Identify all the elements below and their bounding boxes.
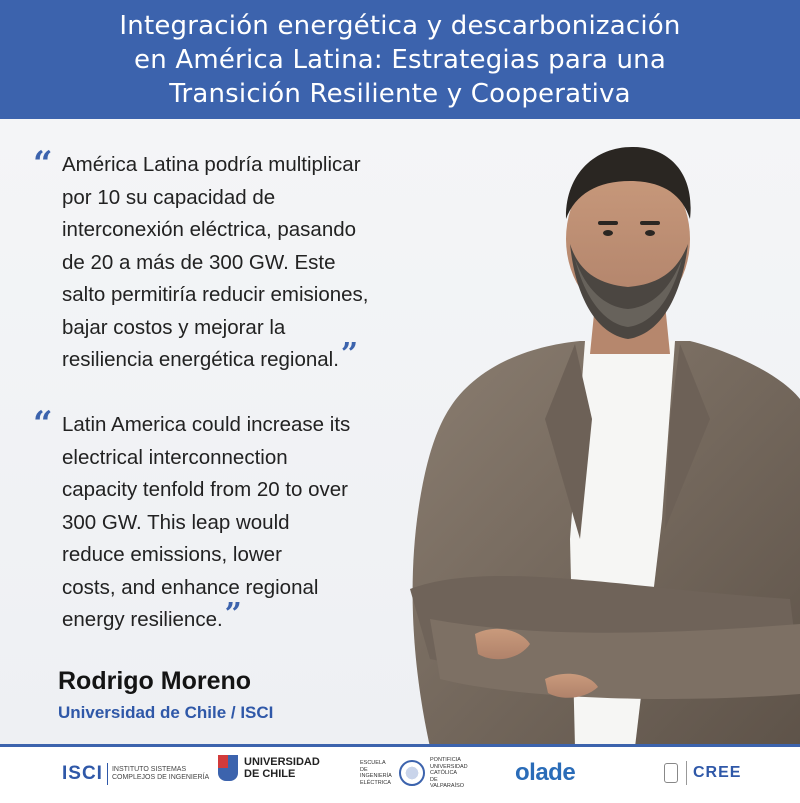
uchile-line-1: UNIVERSIDAD (244, 756, 320, 768)
title-line-3: Transición Resiliente y Cooperativa (169, 78, 631, 109)
pucv-right-text: PONTIFICIA UNIVERSIDAD CATÓLICA DE VALPARAÍSO (430, 757, 468, 789)
quote-line-text: energy resilience. (62, 608, 223, 631)
uchile-logo (218, 755, 324, 781)
speaker-affiliation: Universidad de Chile / ISCI (58, 703, 274, 722)
quote-spanish (33, 144, 423, 377)
quote-line: Latin America could increase its (62, 413, 351, 436)
close-quote-icon: ” (224, 597, 242, 632)
open-quote-icon: “ (33, 404, 53, 444)
quote-line: bajar costos y mejorar la (62, 315, 286, 339)
quote-line: electrical interconnection (62, 445, 288, 469)
title-line-2: en América Latina: Estrategias para una (134, 44, 666, 75)
speaker-name: Rodrigo Moreno (58, 667, 252, 695)
quote-line-text: resiliencia energética regional. (62, 348, 339, 371)
quote-line: América Latina podría multiplicar (62, 153, 361, 176)
pucv-seal-icon (399, 760, 425, 786)
uchile-shield-icon (218, 755, 238, 781)
quote-line: costs, and enhance regional (62, 575, 319, 599)
quote-line: interconexión eléctrica, pasando (62, 218, 357, 241)
quote-line: reduce emissions, lower (62, 543, 282, 566)
quote-line: capacity tenfold from 20 to over (62, 478, 349, 501)
pucv-left-text: ESCUELA DE INGENIERÍA ELÉCTRICA (360, 760, 392, 786)
title-banner (0, 0, 800, 119)
isci-logo-subtitle: INSTITUTO SISTEMAS COMPLEJOS DE INGENIERÍA (111, 766, 210, 781)
quote-line: salto permitiría reducir emisiones, (62, 283, 369, 306)
olade-logo (515, 759, 575, 787)
content-area (0, 119, 800, 747)
ministry-seal-icon (664, 763, 678, 783)
pucv-logo (360, 757, 468, 790)
quote-english-text (62, 409, 423, 637)
cree-logo (664, 761, 741, 785)
quote-line: de 20 a más de 300 GW. Este (62, 250, 336, 274)
speaker-illustration (370, 119, 800, 747)
quote-english (33, 404, 423, 637)
title-line-1: Integración energética y descarbonización (119, 10, 681, 41)
speaker-photo (370, 119, 800, 747)
quote-line-last (62, 337, 423, 377)
close-quote-icon: ” (340, 337, 359, 372)
isci-logo-mark: ISCI (62, 763, 103, 784)
uchile-logo-text (244, 756, 324, 780)
isci-logo (62, 763, 212, 785)
cree-logo-mark: CREE (693, 764, 742, 781)
open-quote-icon: “ (33, 144, 53, 184)
quote-line: 300 GW. This leap would (62, 510, 290, 534)
quote-line: por 10 su capacidad de (62, 185, 276, 209)
partner-logos (0, 747, 800, 803)
quote-spanish-text (62, 149, 423, 377)
cree-logo-divider (686, 761, 687, 785)
uchile-line-2: DE CHILE (244, 768, 296, 780)
isci-logo-divider (107, 763, 108, 785)
quote-line-last (62, 597, 423, 637)
olade-logo-mark: olade (515, 759, 576, 786)
